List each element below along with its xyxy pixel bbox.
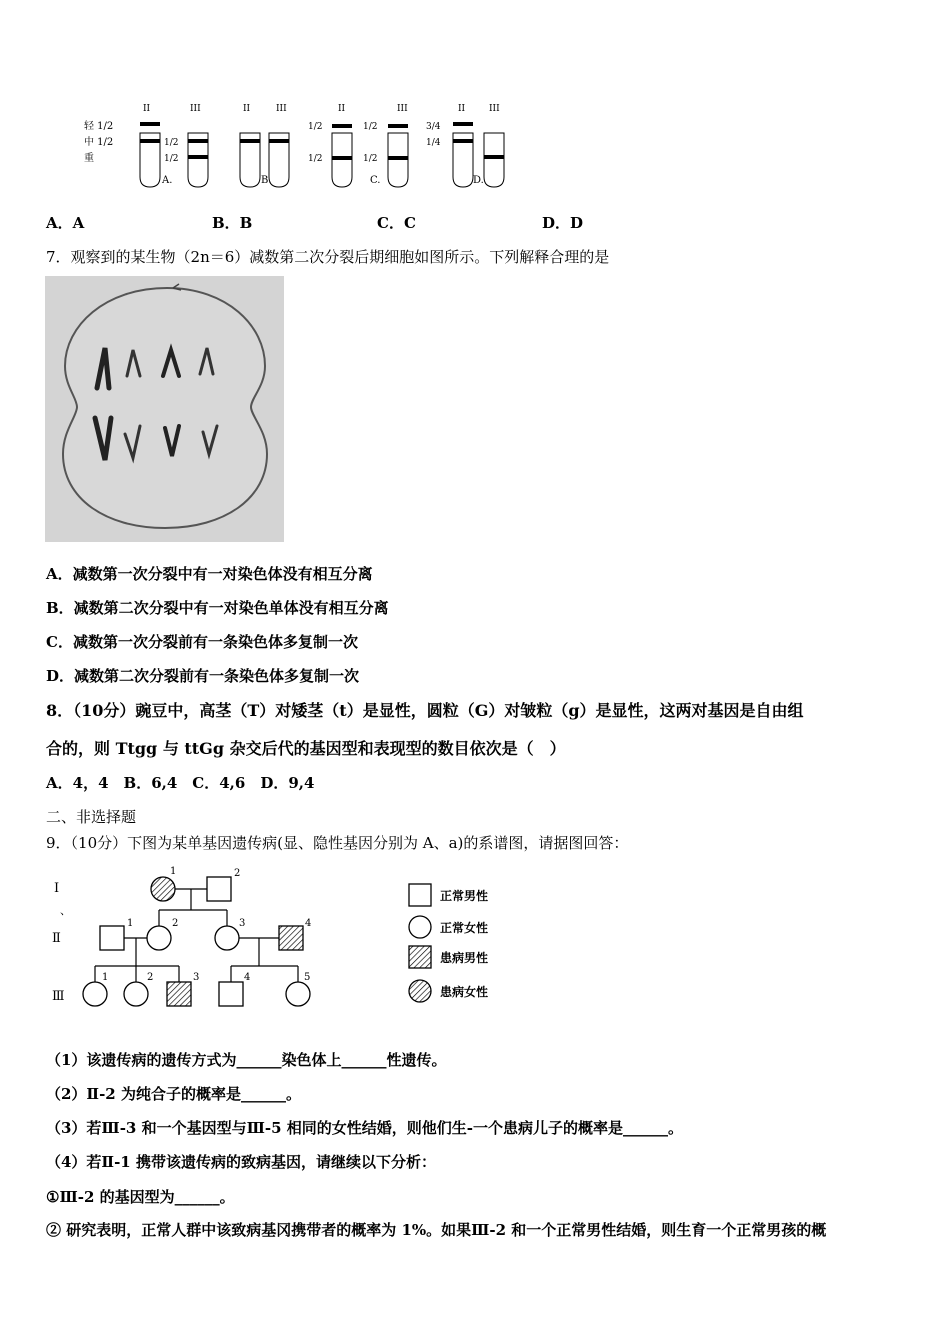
pedigree-affected-male — [167, 982, 191, 1006]
normal-male-icon — [408, 883, 432, 907]
pedigree-affected-female — [151, 877, 175, 901]
svg-text:5: 5 — [304, 972, 311, 983]
q7-stem: 7．观察到的某生物（2n＝6）减数第二次分裂后期细胞如图所示。下列解释合理的是 — [46, 248, 610, 266]
legend-normal-male: 正常男性 — [408, 880, 488, 910]
svg-text:4: 4 — [244, 972, 251, 983]
panel-a-band — [188, 155, 208, 159]
panel-a-band — [188, 139, 208, 143]
generation-label-ii: Ⅱ — [52, 931, 61, 946]
panel-d-tube-label-iii: III — [489, 104, 500, 114]
q6-option-d[interactable]: D．D — [542, 214, 584, 232]
q9-sub-4-2: ② 研究表明，正常人群中该致病基冈携带者的概率为 1%。如果Ⅲ-2 和一个正常男性结婚，则生育一个正常男孩的概 — [46, 1221, 827, 1239]
pedigree-normal-male — [100, 926, 124, 950]
pedigree-normal-female — [215, 926, 239, 950]
svg-text:4: 4 — [305, 918, 312, 929]
legend-affected-female: 患病女性 — [408, 976, 488, 1006]
panel-c-band — [388, 124, 408, 128]
panel-b-band — [240, 139, 260, 143]
panel-b-band — [269, 139, 289, 143]
panel-c-tube-label-ii: II — [338, 104, 346, 114]
row-label-heavy: 重 — [84, 153, 94, 164]
panel-c-fraction: 1/2 — [363, 154, 378, 164]
panel-d-band — [484, 155, 504, 159]
panel-c-tube-label-iii: III — [397, 104, 408, 114]
svg-text:3: 3 — [239, 918, 246, 929]
panel-a-band — [140, 122, 160, 126]
pedigree-normal-female — [147, 926, 171, 950]
q7-option-d[interactable]: D．减数第二次分裂前有一条染色体多复制一次 — [46, 667, 360, 685]
panel-b-label: B. — [261, 175, 272, 186]
pedigree-normal-female — [83, 982, 107, 1006]
panel-d-label: D. — [473, 175, 484, 186]
pedigree-normal-male — [207, 877, 231, 901]
panel-c-label: C. — [370, 175, 381, 186]
q6-option-a[interactable]: A．A — [46, 214, 85, 232]
panel-b-tube-label-ii: II — [243, 104, 251, 114]
panel-c-fraction: 1/2 — [308, 122, 323, 132]
panel-c-band — [332, 124, 352, 128]
panel-b-tube-label-iii: III — [276, 104, 287, 114]
panel-d-band — [453, 122, 473, 126]
panel-a-label: A. — [162, 175, 173, 186]
svg-text:2: 2 — [234, 868, 241, 879]
pedigree-normal-male — [219, 982, 243, 1006]
centrifuge-tubes-figure — [80, 100, 520, 192]
svg-text:2: 2 — [147, 972, 154, 983]
panel-a-fraction: 1/2 — [164, 138, 179, 148]
affected-male-icon — [408, 945, 432, 969]
panel-d-fraction: 3/4 — [426, 122, 441, 132]
pedigree-normal-female — [286, 982, 310, 1006]
svg-text:2: 2 — [172, 918, 179, 929]
generation-label-i: Ⅰ — [54, 881, 60, 896]
svg-text:1: 1 — [170, 866, 177, 877]
q7-option-c[interactable]: C．减数第一次分裂前有一条染色体多复制一次 — [46, 633, 358, 651]
svg-text:1: 1 — [127, 918, 134, 929]
panel-a-band — [140, 139, 160, 143]
q6-option-b[interactable]: B．B — [212, 214, 253, 232]
q9-sub-2: （2）Ⅱ-2 为纯合子的概率是______。 — [46, 1085, 301, 1103]
pedigree-normal-female — [124, 982, 148, 1006]
q7-option-b[interactable]: B．减数第二次分裂中有一对染色单体没有相互分离 — [46, 599, 389, 617]
panel-c-band — [388, 156, 408, 160]
q9-sub-3: （3）若Ⅲ-3 和一个基因型与Ⅲ-5 相同的女性结婚，则他们生-一个患病儿子的概率是______。 — [46, 1119, 683, 1137]
panel-a-tube-label-iii: III — [190, 104, 201, 114]
svg-text:3: 3 — [193, 972, 200, 983]
generation-label-iii: Ⅲ — [52, 989, 65, 1004]
q8-options[interactable]: A．4，4 B．6,4 C．4,6 D．9,4 — [46, 774, 315, 792]
row-label-mid: 中 1/2 — [84, 137, 114, 148]
panel-d-fraction: 1/4 — [426, 138, 441, 148]
q9-sub-4: （4）若Ⅱ-1 携带该遗传病的致病基因，请继续以下分析： — [46, 1153, 436, 1171]
panel-d-tube-label-ii: II — [458, 104, 466, 114]
legend-affected-male: 患病男性 — [408, 942, 488, 972]
q8-stem-line2: 合的，则 Ttgg 与 ttGg 杂交后代的基因型和表现型的数目依次是（ ） — [46, 739, 566, 758]
legend-normal-female: 正常女性 — [408, 912, 488, 942]
panel-a-fraction: 1/2 — [164, 154, 179, 164]
section-heading: 二、非选择题 — [46, 808, 137, 826]
pedigree-chart — [46, 862, 346, 1012]
affected-female-icon — [408, 979, 432, 1003]
svg-text:1: 1 — [102, 972, 109, 983]
normal-female-icon — [408, 915, 432, 939]
q7-option-a[interactable]: A．减数第一次分裂中有一对染色体没有相互分离 — [46, 565, 373, 583]
q8-stem-line1: 8．（10分）豌豆中，高茎（T）对矮茎（t）是显性，圆粒（G）对皱粒（g）是显性，这两对基因是自由组 — [46, 701, 804, 720]
panel-d-band — [453, 139, 473, 143]
generation-mark: 、 — [60, 904, 71, 917]
panel-c-fraction: 1/2 — [363, 122, 378, 132]
cell-division-image — [45, 276, 284, 542]
q6-option-c[interactable]: C．C — [377, 214, 416, 232]
pedigree-affected-male — [279, 926, 303, 950]
q9-stem: 9．（10分）下图为某单基因遗传病(显、隐性基因分别为 A、a)的系谱图，请据图回答： — [46, 834, 629, 852]
panel-a-tube-label-ii: II — [143, 104, 151, 114]
panel-c-fraction: 1/2 — [308, 154, 323, 164]
row-label-light: 轻 1/2 — [84, 121, 114, 132]
panel-c-band — [332, 156, 352, 160]
q9-sub-1: （1）该遗传病的遗传方式为______染色体上______性遗传。 — [46, 1051, 447, 1069]
q9-sub-4-1: ①Ⅲ-2 的基因型为______。 — [46, 1188, 235, 1206]
